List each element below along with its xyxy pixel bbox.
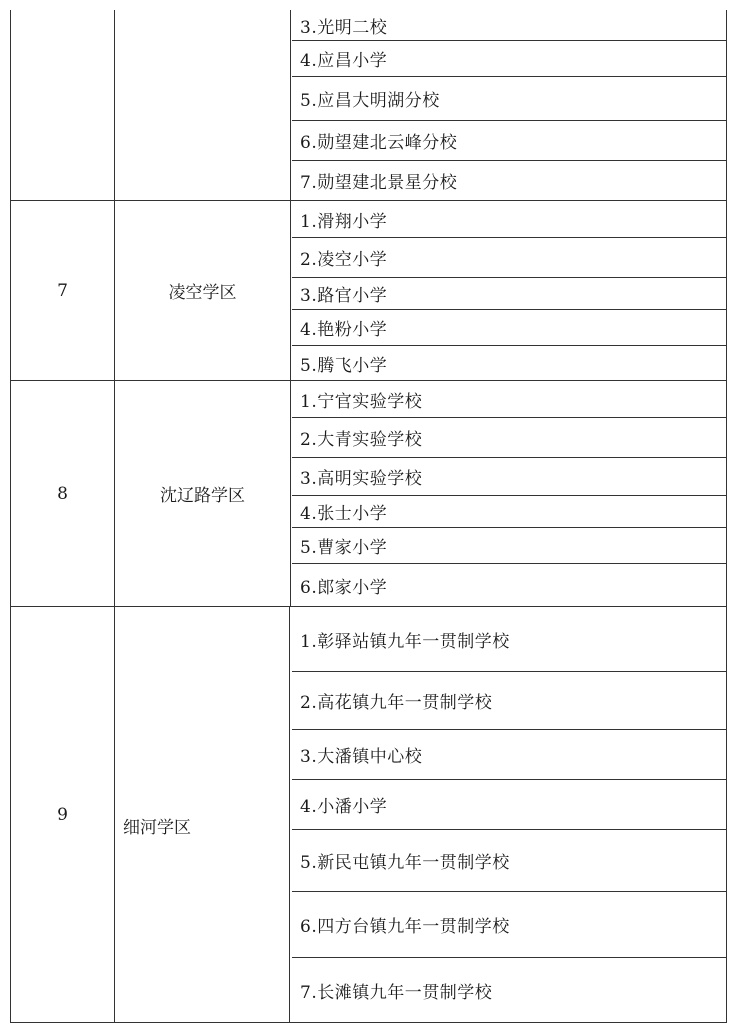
district-group bbox=[11, 200, 726, 380]
school-row: 3.大潘镇中心校 bbox=[292, 729, 726, 779]
district-group bbox=[11, 10, 726, 200]
school-row: 2.凌空小学 bbox=[292, 237, 726, 277]
school-row: 1.宁官实验学校 bbox=[300, 391, 423, 412]
school-row: 6.四方台镇九年一贯制学校 bbox=[292, 891, 726, 957]
school-row: 5.曹家小学 bbox=[292, 527, 726, 563]
school-row: 3.光明二校 bbox=[300, 17, 388, 38]
school-list bbox=[292, 607, 726, 1023]
school-row: 4.张士小学 bbox=[292, 495, 726, 527]
number-cell bbox=[11, 607, 115, 1023]
school-row: 1.滑翔小学 bbox=[300, 211, 388, 232]
school-row: 4.小潘小学 bbox=[292, 779, 726, 829]
school-row: 3.路官小学 bbox=[292, 277, 726, 309]
school-row: 5.应昌大明湖分校 bbox=[292, 76, 726, 120]
school-district-table bbox=[10, 10, 727, 1023]
school-list bbox=[292, 201, 726, 380]
school-row: 4.艳粉小学 bbox=[292, 309, 726, 345]
school-list bbox=[292, 10, 726, 200]
district-cell bbox=[115, 607, 290, 1023]
district-number: 9 bbox=[57, 805, 68, 825]
number-cell bbox=[11, 381, 115, 606]
district-number: 7 bbox=[57, 280, 68, 301]
district-group bbox=[11, 380, 726, 606]
school-row: 2.大青实验学校 bbox=[292, 417, 726, 457]
number-cell bbox=[11, 201, 115, 380]
school-row: 4.应昌小学 bbox=[292, 40, 726, 76]
school-row: 1.彰驿站镇九年一贯制学校 bbox=[300, 631, 510, 652]
district-name: 细河学区 bbox=[123, 817, 191, 838]
district-cell bbox=[115, 381, 291, 606]
district-name: 沈辽路学区 bbox=[160, 486, 245, 506]
school-row: 6.勋望建北云峰分校 bbox=[292, 120, 726, 160]
school-row: 5.新民屯镇九年一贯制学校 bbox=[292, 829, 726, 891]
school-row: 7.勋望建北景星分校 bbox=[292, 160, 726, 200]
district-number: 8 bbox=[57, 483, 68, 504]
district-cell bbox=[115, 10, 291, 200]
district-name: 凌空学区 bbox=[168, 283, 237, 303]
school-row: 6.郎家小学 bbox=[292, 563, 726, 607]
school-row: 7.长滩镇九年一贯制学校 bbox=[292, 957, 726, 1023]
district-cell bbox=[115, 201, 291, 380]
school-row: 2.高花镇九年一贯制学校 bbox=[292, 671, 726, 729]
school-list bbox=[292, 381, 726, 606]
school-row: 5.腾飞小学 bbox=[292, 345, 726, 381]
district-group bbox=[11, 606, 726, 1023]
school-row: 3.高明实验学校 bbox=[292, 457, 726, 495]
number-cell bbox=[11, 10, 115, 200]
